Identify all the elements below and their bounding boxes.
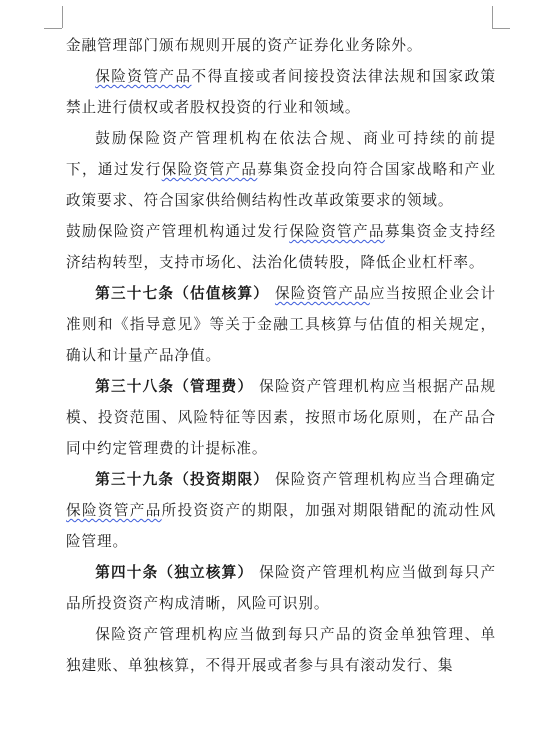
article-38-title: 第三十八条（管理费） (95, 378, 254, 395)
term-insurance-am-product: 保险资管产品 (161, 161, 258, 178)
paragraph-separate-accounting: 保险资产管理机构应当做到每只产品的资金单独管理、单独建账、单独核算，不得开展或者参与具有滚动发行、集 (66, 626, 496, 674)
paragraph-text: 鼓励保险资产管理机构通过发行 (66, 223, 290, 240)
paragraph-text: 募集资金投向符合国家战略和产业政策要求、符合国家供给侧结构性改革政策要求的领域。 (66, 161, 496, 209)
article-39-body: 保险资产管理机构应当合理确定 (274, 471, 496, 488)
term-insurance-am-product: 保险资管产品 (66, 502, 162, 519)
article-38 (66, 371, 496, 464)
article-37 (66, 278, 496, 371)
crop-mark-top-left-horizontal (44, 28, 62, 29)
crop-mark-top-right-horizontal (492, 28, 510, 29)
term-insurance-am-product: 保险资管产品 (289, 223, 385, 240)
paragraph-prohibited-investments (66, 61, 496, 123)
crop-mark-top-right-vertical (492, 6, 493, 28)
paragraph-continuation: 金融管理部门颁布规则开展的资产证券化业务除外。 (66, 37, 423, 54)
paragraph-text: 不得直接或者间接投资法律法规和国家政策禁止进行债权或者股权投资的行业和领域。 (66, 68, 496, 116)
document-body (66, 30, 496, 681)
paragraph-text: 募集资金支持经济结构转型，支持市场化、法治化债转股，降低企业杠杆率。 (66, 223, 496, 271)
crop-mark-top-left-vertical (62, 6, 63, 28)
article-40 (66, 557, 496, 619)
article-40-title: 第四十条（独立核算） (95, 564, 254, 581)
term-insurance-am-product: 保险资管产品 (274, 285, 370, 302)
article-38-body: 保险资产管理机构应当根据产品规模、投资范围、风险特征等因素，按照市场化原则，在产品合同中约定管理费的计提标准。 (66, 378, 496, 457)
article-40-body: 保险资产管理机构应当做到每只产品所投资资产构成清晰，风险可识别。 (66, 564, 496, 612)
paragraph-encourage-transformation (66, 216, 496, 278)
article-37-title: 第三十七条（估值核算） (95, 285, 270, 302)
article-37-body: 应当按照企业会计准则和《指导意见》等关于金融工具核算与估值的相关规定，确认和计量产品净值。 (66, 285, 497, 364)
paragraph-text: 鼓励保险资产管理机构在依法合规、商业可持续的前提下，通过发行 (66, 130, 496, 178)
term-insurance-am-product: 保险资管产品 (95, 68, 192, 85)
article-39-body-end: 所投资资产的期限，加强对期限错配的流动性风险管理。 (66, 502, 496, 550)
article-39-title: 第三十九条（投资期限） (95, 471, 270, 488)
article-39 (66, 464, 496, 557)
paragraph-encourage-strategy (66, 123, 496, 216)
